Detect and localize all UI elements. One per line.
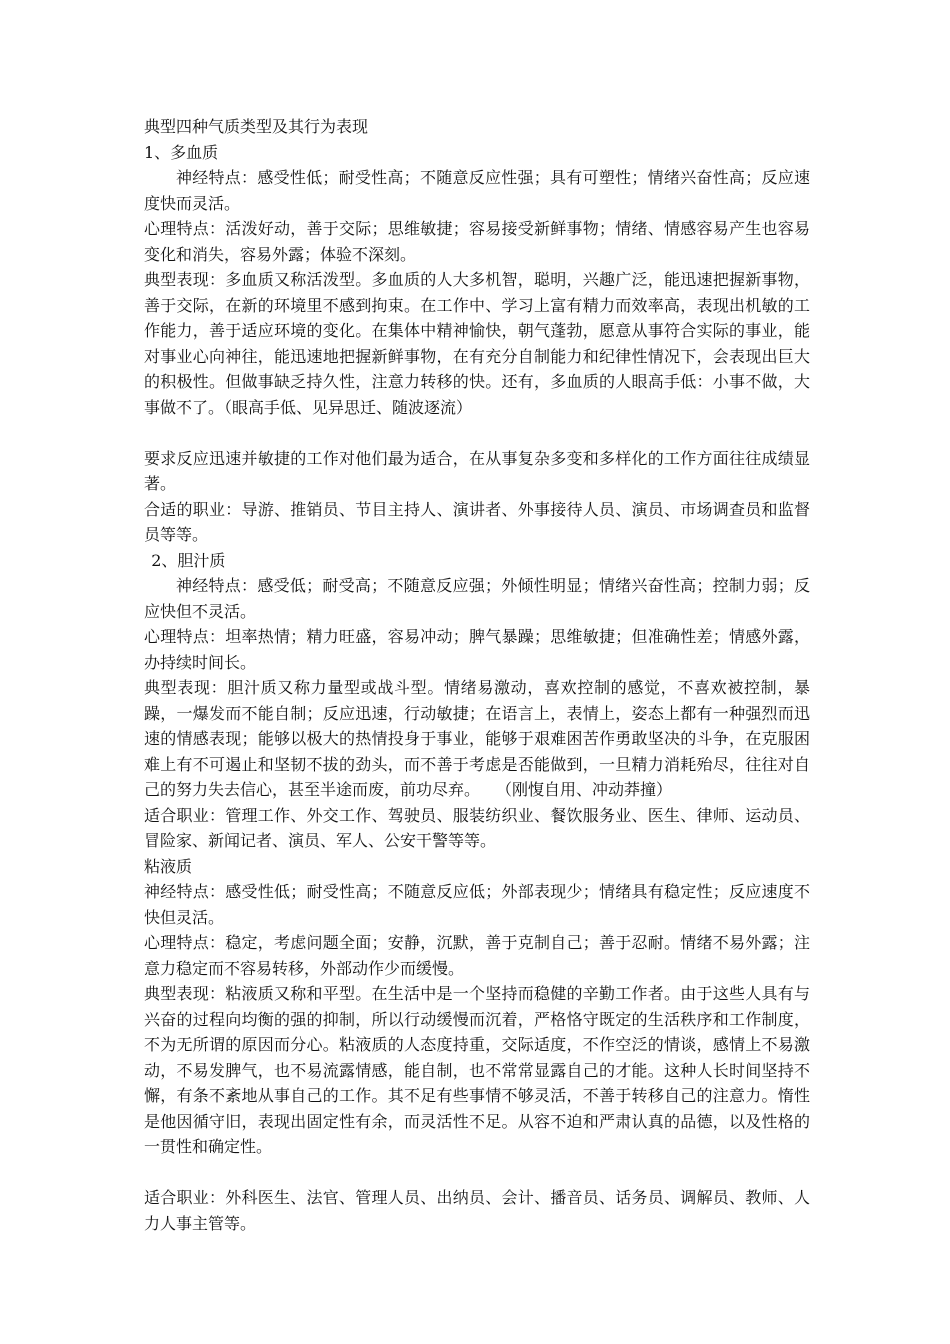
choleric-typical-behavior: 典型表现：胆汁质又称力量型或战斗型。情绪易激动，喜欢控制的感觉，不喜欢被控制，暴躁，一爆发而不能自制；反应迅速，行动敏捷；在语言上，表情上，姿态上都有一种强烈而迅速的情感表现；能够以极大的热情投身于事业，能够于艰难困苦作勇敢坚决的斗争，在克服困难上有不可遏止和坚韧不拔的劲头，而不善于考虑是否能做到，一旦精力消耗殆尽，往往对自己的努力失去信心，甚至半途而废，前功尽弃。 （刚愎自用、冲动莽撞） bbox=[144, 678, 810, 799]
sanguine-nerve-traits: 神经特点：感受性低；耐受性高；不随意反应性强；具有可塑性；情绪兴奋性高；反应速度快而灵活。 bbox=[144, 168, 810, 213]
choleric-nerve-traits: 神经特点：感受低；耐受高；不随意反应强；外倾性明显；情绪兴奋性高；控制力弱；反应快但不灵活。 bbox=[144, 576, 810, 621]
phlegmatic-suitable-jobs: 适合职业：外科医生、法官、管理人员、出纳员、会计、播音员、话务员、调解员、教师、人力人事主管等。 bbox=[144, 1188, 810, 1233]
phlegmatic-typical-behavior: 典型表现：粘液质又称和平型。在生活中是一个坚持而稳健的辛勤工作者。由于这些人具有与兴奋的过程向均衡的强的抑制，所以行动缓慢而沉着，严格恪守既定的生活秩序和工作制度，不为无所谓的原因而分心。粘液质的人态度持重，交际适度，不作空泛的情谈，感情上不易激动，不易发脾气，也不易流露情感，能自制，也不常常显露自己的才能。这种人长时间坚持不懈，有条不紊地从事自己的工作。其不足有些事情不够灵活，不善于转移自己的注意力。惰性是他因循守旧，表现出固定性有余，而灵活性不足。从容不迫和严肃认真的品德，以及性格的一贯性和确定性。 bbox=[144, 984, 810, 1156]
blank-line bbox=[144, 420, 810, 446]
choleric-psych-traits: 心理特点：坦率热情；精力旺盛，容易冲动；脾气暴躁；思维敏捷；但准确性差；情感外露，办持续时间长。 bbox=[144, 627, 810, 672]
sanguine-psych-traits: 心理特点：活泼好动，善于交际；思维敏捷；容易接受新鲜事物；情绪、情感容易产生也容易变化和消失，容易外露；体验不深刻。 bbox=[144, 219, 810, 264]
sanguine-requirement: 要求反应迅速并敏捷的工作对他们最为适合，在从事复杂多变和多样化的工作方面往往成绩显著。 bbox=[144, 448, 810, 493]
sanguine-suitable-jobs: 合适的职业：导游、推销员、节目主持人、演讲者、外事接待人员、演员、市场调查员和监督员等等。 bbox=[144, 499, 810, 544]
section-heading-phlegmatic: 粘液质 bbox=[144, 856, 193, 876]
choleric-suitable-jobs: 适合职业：管理工作、外交工作、驾驶员、服装纺织业、餐饮服务业、医生、律师、运动员、冒险家、新闻记者、演员、军人、公安干警等等。 bbox=[144, 805, 810, 850]
sanguine-typical-behavior: 典型表现：多血质又称活泼型。多血质的人大多机智，聪明，兴趣广泛，能迅速把握新事物，善于交际，在新的环境里不感到拘束。在工作中、学习上富有精力而效率高，表现出机敏的工作能力，善于适应环境的变化。在集体中精神愉快，朝气蓬勃，愿意从事符合实际的事业，能对事业心向神往，能迅速地把握新鲜事物，在有充分自制能力和纪律性情况下，会表现出巨大的积极性。但做事缺乏持久性，注意力转移的快。还有，多血质的人眼高手低：小事不做，大事做不了。（眼高手低、见异思迁、随波逐流） bbox=[144, 270, 810, 417]
blank-line bbox=[144, 1160, 810, 1186]
section-heading-sanguine: 1、多血质 bbox=[144, 142, 219, 162]
section-heading-choleric: 2、胆汁质 bbox=[151, 550, 226, 570]
document-title: 典型四种气质类型及其行为表现 bbox=[144, 117, 369, 136]
document-body bbox=[144, 114, 810, 1236]
phlegmatic-psych-traits: 心理特点：稳定，考虑问题全面；安静，沉默，善于克制自己；善于忍耐。情绪不易外露；注意力稳定而不容易转移，外部动作少而缓慢。 bbox=[144, 933, 810, 978]
phlegmatic-nerve-traits: 神经特点：感受性低；耐受性高；不随意反应低；外部表现少；情绪具有稳定性；反应速度不快但灵活。 bbox=[144, 882, 810, 927]
